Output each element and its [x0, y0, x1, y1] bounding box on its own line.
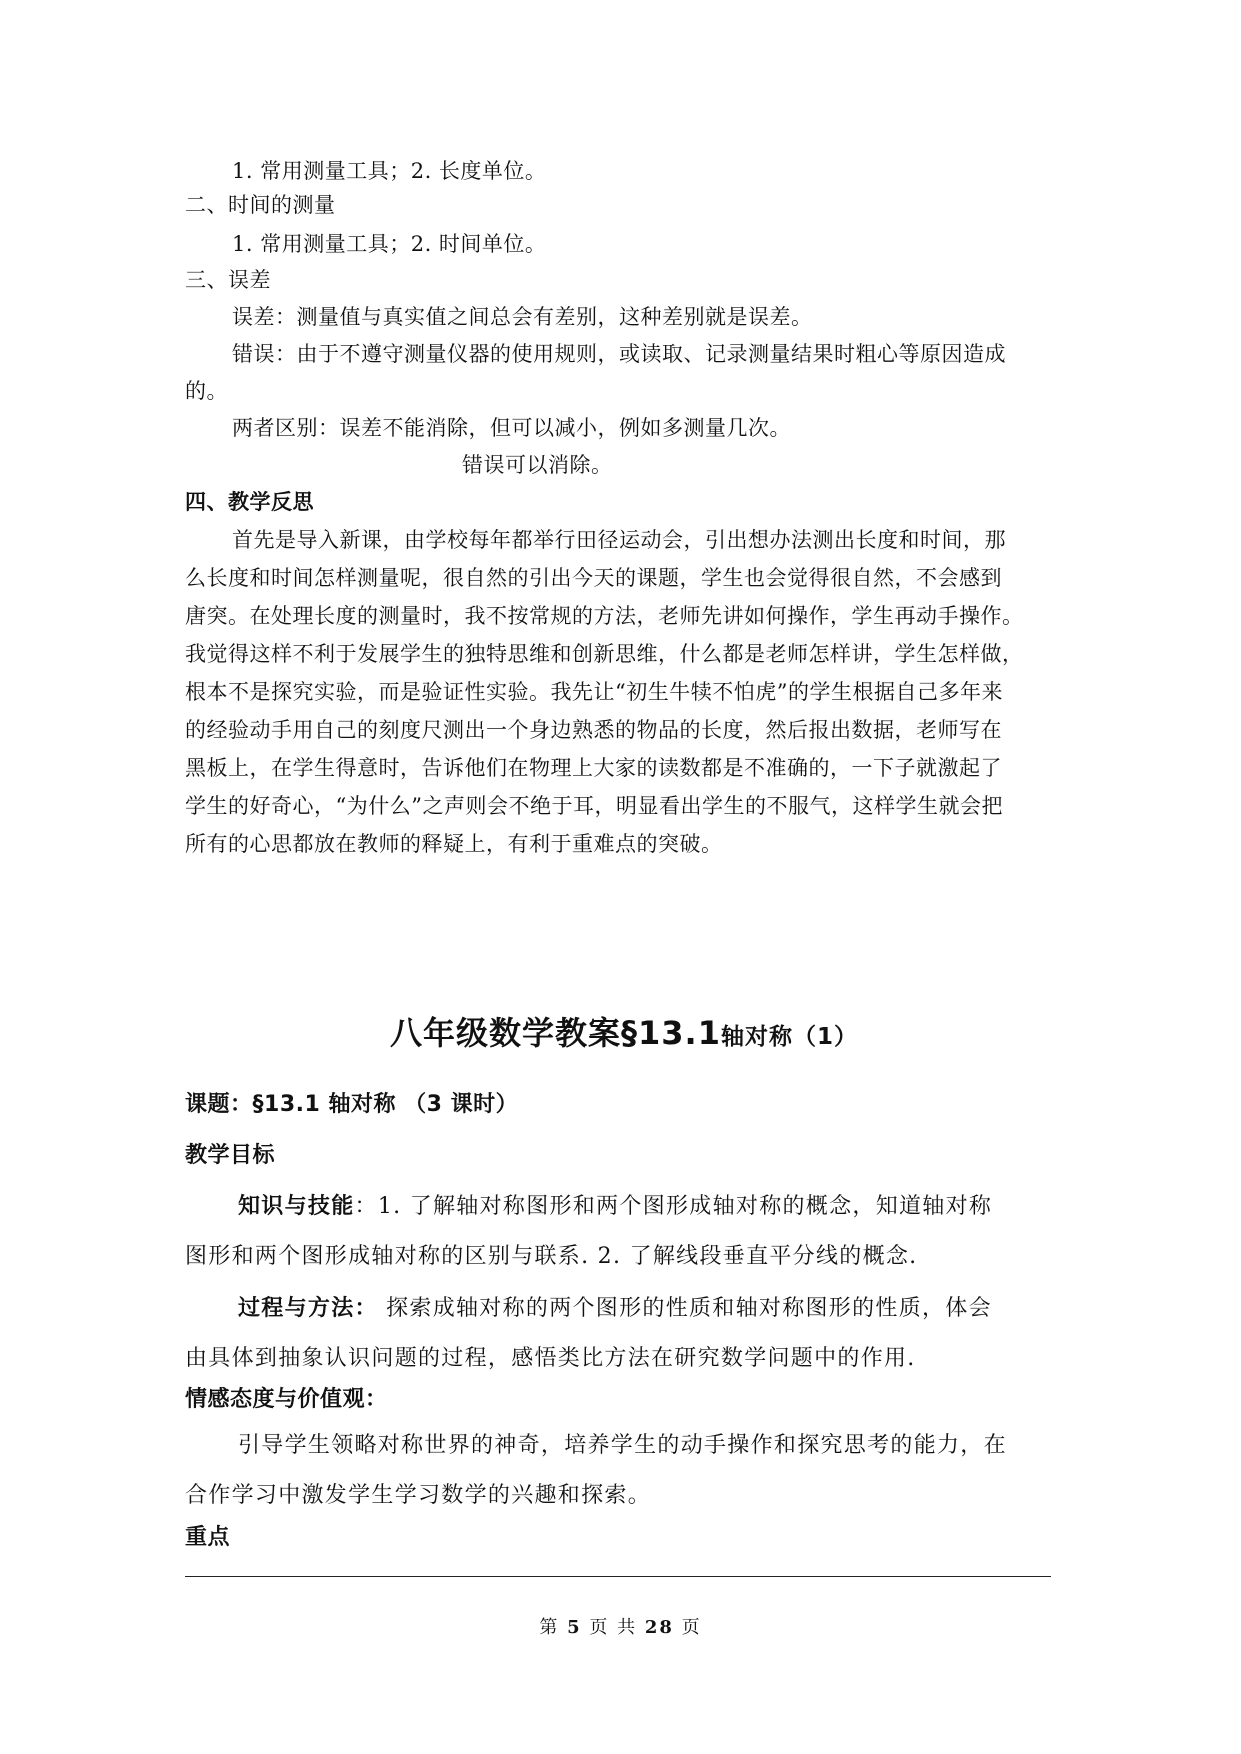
mistake-definition-line-1: 错误：由于不遵守测量仪器的使用规则，或读取、记录测量结果时粗心等原因造成 — [232, 342, 1006, 366]
footer-middle: 页 共 — [589, 1617, 638, 1638]
process-method-line-2: 由具体到抽象认识问题的过程，感悟类比方法在研究数学问题中的作用. — [185, 1346, 916, 1371]
knowledge-text: ：1. 了解轴对称图形和两个图形成轴对称的概念，知道轴对称 — [354, 1194, 993, 1219]
difference-line-1: 两者区别：误差不能消除，但可以减小，例如多测量几次。 — [232, 416, 791, 440]
time-measure-items: 1. 常用测量工具；2. 时间单位。 — [232, 232, 547, 256]
lesson-title-main: 八年级数学教案 — [390, 1014, 622, 1052]
page-number-footer — [0, 1613, 1241, 1639]
reflection-line: 学生的好奇心，“为什么”之声则会不绝于耳，明显看出学生的不服气，这样学生就会把 — [185, 794, 1003, 818]
current-page-number: 5 — [567, 1617, 582, 1638]
subject-value: §13.1 轴对称 （3 课时） — [252, 1092, 519, 1117]
difference-line-2: 错误可以消除。 — [462, 453, 613, 477]
heading-teaching-reflection: 四、教学反思 — [185, 490, 314, 514]
reflection-line: 我觉得这样不利于发展学生的独特思维和创新思维，什么都是老师怎样讲，学生怎样做， — [185, 642, 1024, 666]
knowledge-skills-line-2: 图形和两个图形成轴对称的区别与联系. 2. 了解线段垂直平分线的概念. — [185, 1244, 918, 1269]
footer-suffix: 页 — [681, 1617, 702, 1638]
heading-emotion-values: 情感态度与价值观： — [185, 1387, 388, 1412]
heading-key-point: 重点 — [185, 1525, 231, 1550]
reflection-line: 所有的心思都放在教师的释疑上，有利于重难点的突破。 — [185, 832, 723, 856]
lesson-subject — [185, 1090, 518, 1120]
reflection-line: 的经验动手用自己的刻度尺测出一个身边熟悉的物品的长度，然后报出数据，老师写在 — [185, 718, 1002, 742]
emotion-line-2: 合作学习中激发学生学习数学的兴趣和探索。 — [185, 1483, 652, 1508]
mistake-definition-line-2: 的。 — [185, 379, 228, 403]
reflection-line: 首先是导入新课，由学校每年都举行田径运动会，引出想办法测出长度和时间，那 — [232, 528, 1006, 552]
lesson-title — [390, 1013, 858, 1057]
error-definition: 误差：测量值与真实值之间总会有差别，这种差别就是误差。 — [232, 305, 813, 329]
reflection-line: 么长度和时间怎样测量呢，很自然的引出今天的课题，学生也会觉得很自然，不会感到 — [185, 566, 1002, 590]
process-method-line-1 — [238, 1294, 992, 1324]
total-page-count: 28 — [644, 1617, 674, 1638]
process-label: 过程与方法： — [238, 1296, 378, 1321]
process-text: 探索成轴对称的两个图形的性质和轴对称图形的性质，体会 — [377, 1296, 992, 1321]
heading-error: 三、误差 — [185, 268, 271, 292]
length-measure-items: 1. 常用测量工具；2. 长度单位。 — [232, 159, 547, 183]
subject-label: 课题： — [185, 1092, 253, 1117]
knowledge-label: 知识与技能 — [238, 1194, 355, 1219]
reflection-line: 黑板上，在学生得意时，告诉他们在物理上大家的读数都是不准确的，一下子就激起了 — [185, 756, 1002, 780]
lesson-title-section: §13.1 — [621, 1014, 721, 1052]
lesson-title-topic: 轴对称（1） — [720, 1024, 858, 1050]
emotion-line-1: 引导学生领略对称世界的神奇，培养学生的动手操作和探究思考的能力，在 — [238, 1433, 1007, 1458]
reflection-line: 根本不是探究实验，而是验证性实验。我先让“初生牛犊不怕虎”的学生根据自己多年来 — [185, 680, 1003, 704]
knowledge-skills-line-1 — [238, 1192, 992, 1222]
heading-time-measure: 二、时间的测量 — [185, 193, 336, 217]
footer-prefix: 第 — [539, 1617, 560, 1638]
reflection-line: 唐突。在处理长度的测量时，我不按常规的方法，老师先讲如何操作，学生再动手操作。 — [185, 604, 1024, 628]
heading-teaching-goals: 教学目标 — [185, 1143, 276, 1168]
footer-divider — [185, 1576, 1051, 1577]
